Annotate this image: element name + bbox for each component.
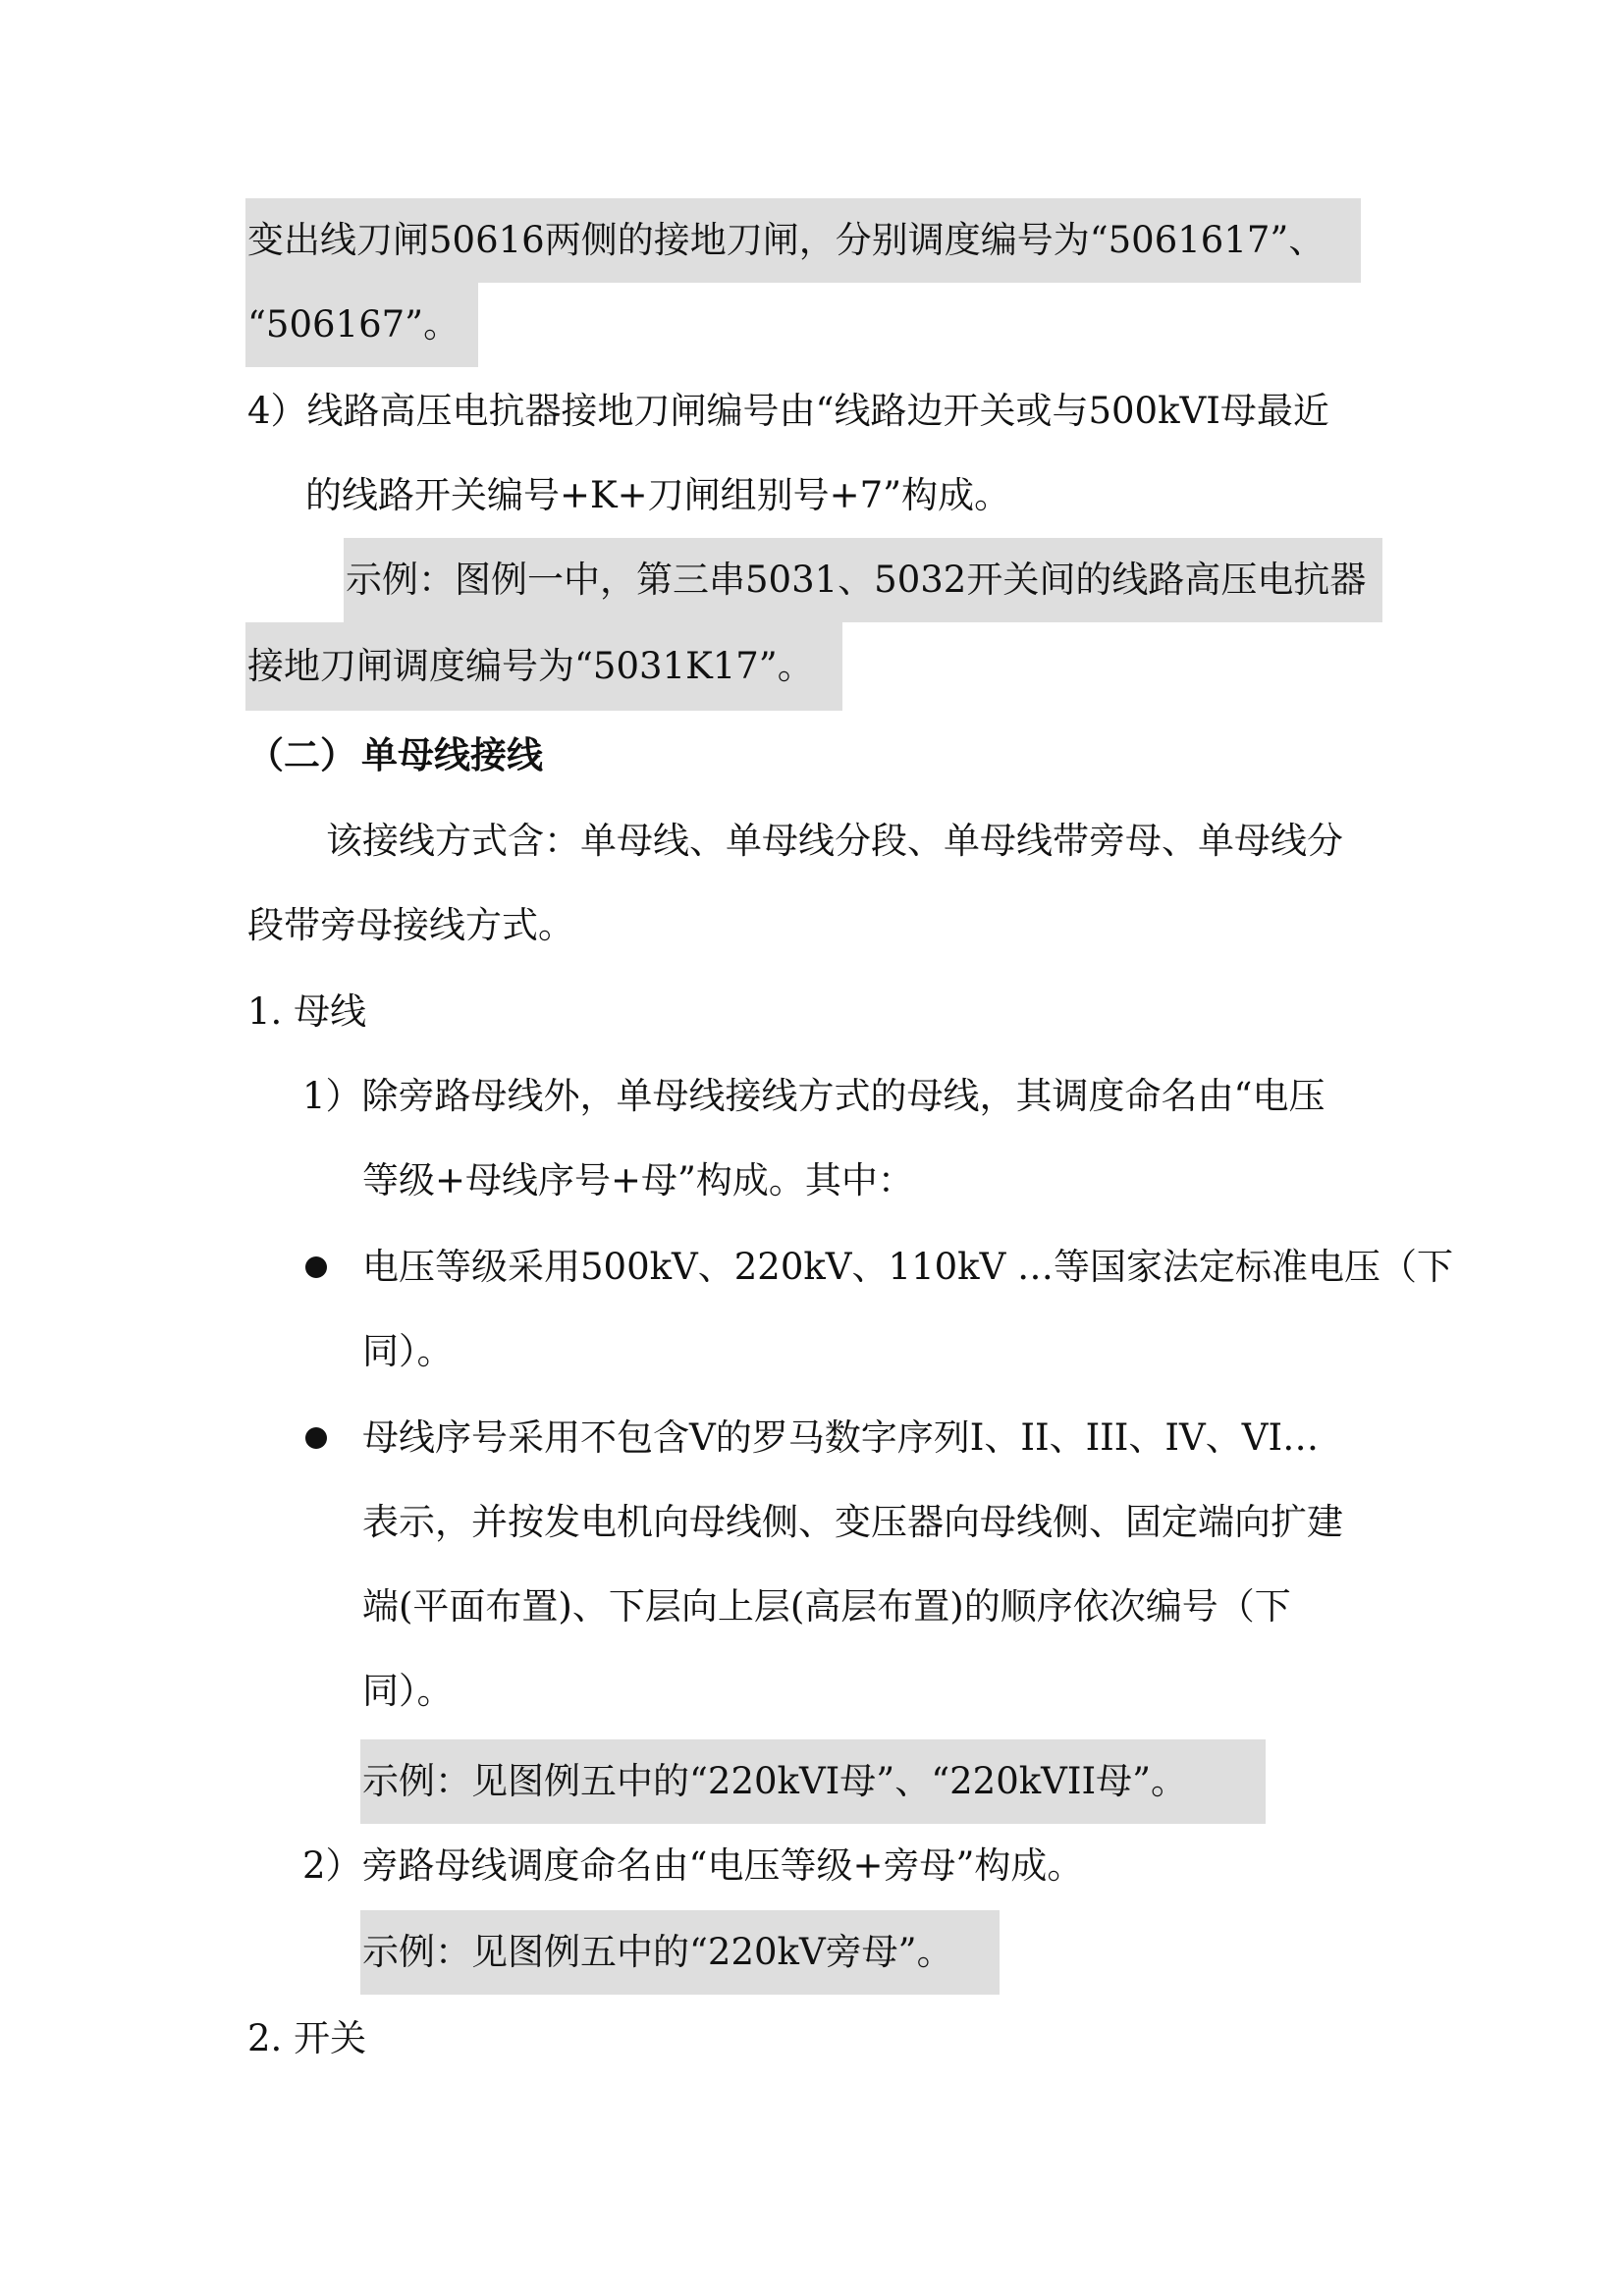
subheading: 2. 开关 <box>247 2017 367 2059</box>
bullet-item-continuation: 表示，并按发电机向母线侧、变压器向母线侧、固定端向扩建 <box>362 1501 1343 1543</box>
bullet-item: 电压等级采用500kV、220kV、110kV …等国家法定标准电压（下 <box>362 1246 1454 1288</box>
section-number: （二） <box>247 733 356 776</box>
bullet-item-continuation: 同）。 <box>362 1330 454 1372</box>
intro-paragraph-line: 该接线方式含：单母线、单母线分段、单母线带旁母、单母线分 <box>326 820 1343 862</box>
example-line: 接地刀闸调度编号为“5031K17”。 <box>247 645 814 687</box>
example-line: 示例：图例一中，第三串5031、5032开关间的线路高压电抗器 <box>346 559 1367 601</box>
example-line: 示例：见图例五中的“220kV旁母”。 <box>362 1931 953 1973</box>
sub-item-1: 1）除旁路母线外，单母线接线方式的母线，其调度命名由“电压 <box>302 1075 1325 1117</box>
bullet-icon <box>305 1427 327 1449</box>
list-item-4: 4）线路高压电抗器接地刀闸编号由“线路边开关或与500kVI母最近 <box>247 390 1329 432</box>
bullet-item-continuation: 同）。 <box>362 1670 454 1712</box>
list-item-4-continuation: 的线路开关编号+K+刀闸组别号+7”构成。 <box>305 474 1011 516</box>
sub-item-2: 2）旁路母线调度命名由“电压等级+旁母”构成。 <box>302 1844 1084 1887</box>
sub-item-1-continuation: 等级+母线序号+母”构成。其中： <box>362 1159 914 1201</box>
intro-paragraph-line: 段带旁母接线方式。 <box>247 904 574 946</box>
section-title: 单母线接线 <box>361 733 543 776</box>
bullet-item-continuation: 端(平面布置)、下层向上层(高层布置)的顺序依次编号（下 <box>362 1585 1291 1628</box>
paragraph-line: 变出线刀闸50616两侧的接地刀闸，分别调度编号为“5061617”、 <box>247 219 1325 261</box>
paragraph-line: “506167”。 <box>247 303 460 346</box>
bullet-item: 母线序号采用不包含V的罗马数字序列I、II、III、IV、VI… <box>362 1416 1320 1459</box>
subheading: 1. 母线 <box>247 990 367 1033</box>
bullet-icon <box>305 1256 327 1278</box>
example-line: 示例：见图例五中的“220kVI母”、“220kVII母”。 <box>362 1760 1188 1802</box>
